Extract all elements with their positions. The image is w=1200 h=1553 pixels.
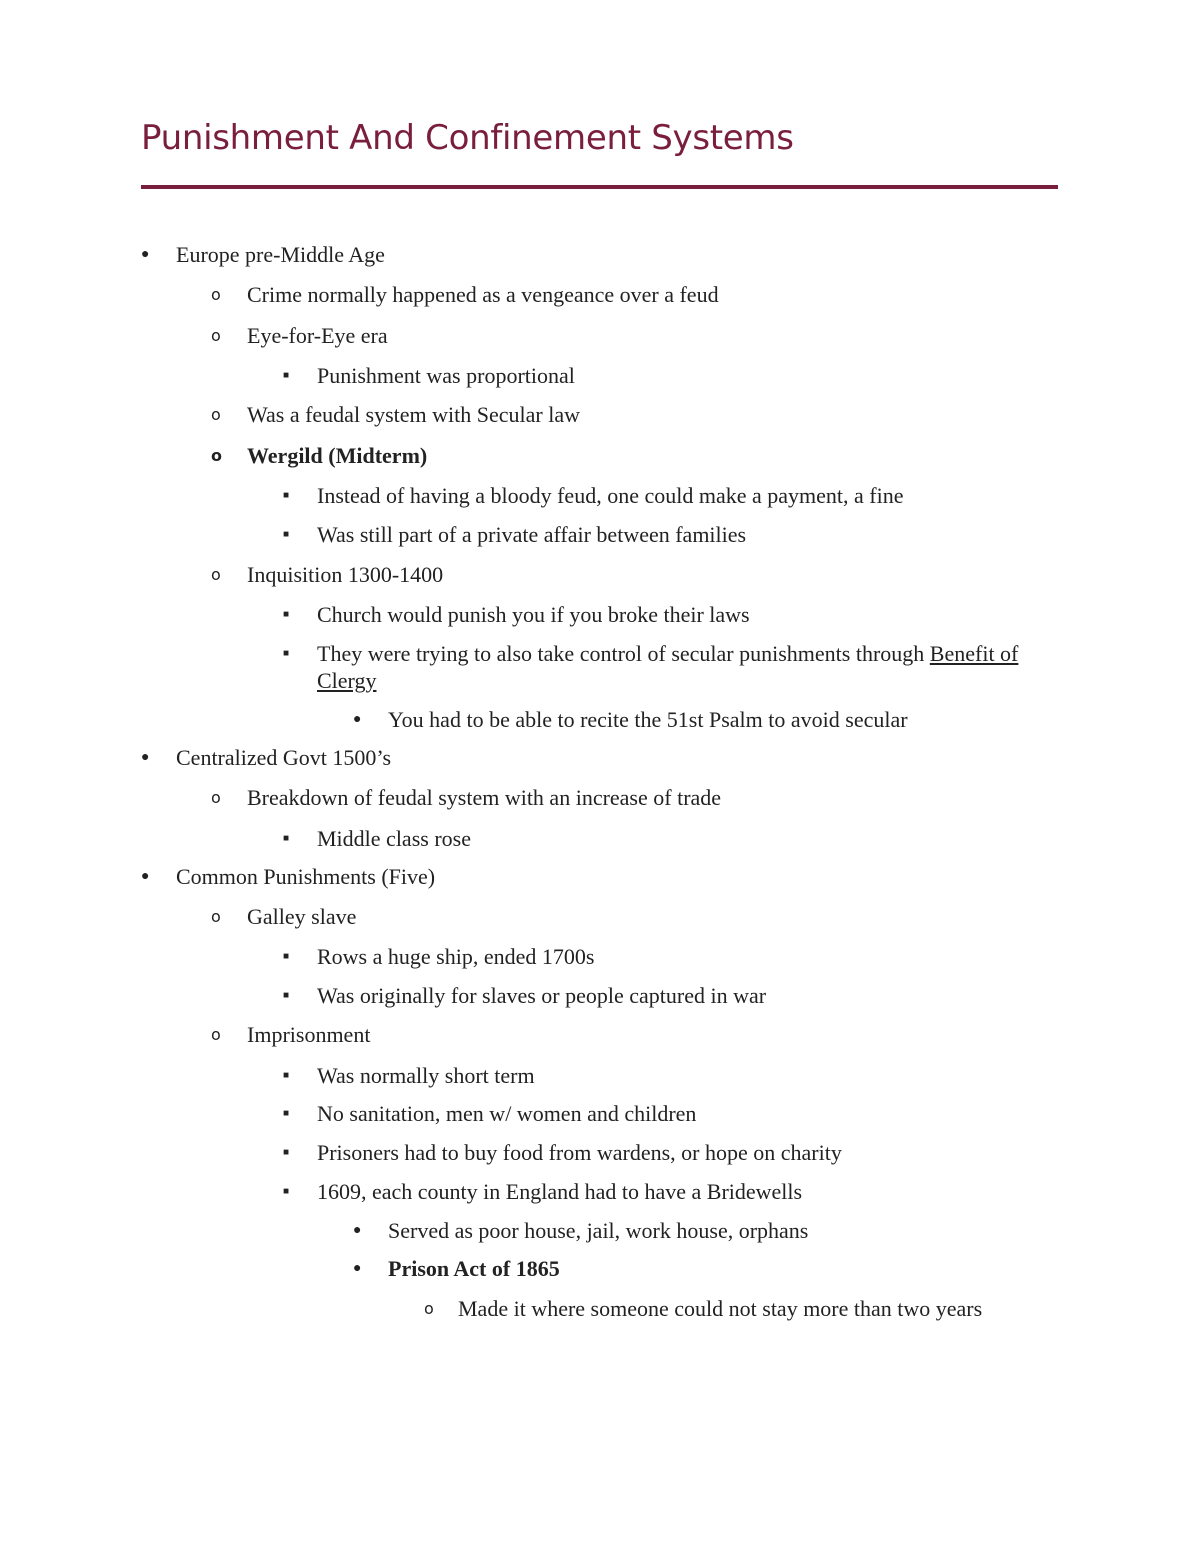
list-item: No sanitation, men w/ women and children xyxy=(317,1101,697,1126)
circle-bullet: o xyxy=(211,446,222,465)
list-item-text: They were trying to also take control of secular punishments through xyxy=(317,641,930,666)
square-bullet: ■ xyxy=(283,490,290,501)
benefit-of-clergy-term: Benefit of Clergy xyxy=(317,641,1019,693)
list-item: Rows a huge ship, ended 1700s xyxy=(317,944,595,969)
list-item: Breakdown of feudal system with an increase of trade xyxy=(247,785,722,810)
list-item: Imprisonment xyxy=(247,1022,371,1047)
square-bullet: ■ xyxy=(283,529,290,540)
circle-bullet: o xyxy=(211,326,221,345)
disc-bullet: ● xyxy=(141,247,150,262)
document-title: Punishment And Confinement Systems xyxy=(141,118,794,158)
list-item-heading: Wergild (Midterm) xyxy=(247,443,428,468)
list-item: Europe pre-Middle Age xyxy=(176,242,385,267)
square-bullet: ■ xyxy=(283,1147,290,1158)
list-item: Eye-for-Eye era xyxy=(247,323,388,348)
list-item xyxy=(317,640,1057,694)
square-bullet: ■ xyxy=(283,1070,290,1081)
disc-bullet: ● xyxy=(141,750,150,765)
square-bullet: ■ xyxy=(283,609,290,620)
disc-bullet: ● xyxy=(353,1261,362,1276)
circle-bullet: o xyxy=(211,1025,221,1044)
square-bullet: ■ xyxy=(283,648,290,659)
list-item: Crime normally happened as a vengeance over a feud xyxy=(247,282,719,307)
list-item: Was still part of a private affair between families xyxy=(317,522,747,547)
square-bullet: ■ xyxy=(283,951,290,962)
list-item: Was originally for slaves or people captured in war xyxy=(317,983,767,1008)
square-bullet: ■ xyxy=(283,1108,290,1119)
list-item: Church would punish you if you broke their laws xyxy=(317,602,750,627)
list-item: Was normally short term xyxy=(317,1063,535,1088)
list-item: Galley slave xyxy=(247,904,357,929)
disc-bullet: ● xyxy=(353,712,362,727)
list-item: 1609, each county in England had to have a Bridewells xyxy=(317,1179,803,1204)
square-bullet: ■ xyxy=(283,990,290,1001)
list-item: Was a feudal system with Secular law xyxy=(247,402,581,427)
list-item: Instead of having a bloody feud, one could make a payment, a fine xyxy=(317,483,904,508)
list-item-heading: Prison Act of 1865 xyxy=(388,1256,560,1281)
list-item: Prisoners had to buy food from wardens, or hope on charity xyxy=(317,1140,842,1165)
circle-bullet: o xyxy=(211,565,221,584)
list-item: Made it where someone could not stay more than two years xyxy=(458,1296,983,1321)
circle-bullet: o xyxy=(211,788,221,807)
title-underline-divider xyxy=(141,185,1058,189)
list-item: Middle class rose xyxy=(317,826,471,851)
list-item: Common Punishments (Five) xyxy=(176,864,436,889)
circle-bullet: o xyxy=(211,405,221,424)
disc-bullet: ● xyxy=(141,869,150,884)
square-bullet: ■ xyxy=(283,370,290,381)
square-bullet: ■ xyxy=(283,1186,290,1197)
list-item: Inquisition 1300-1400 xyxy=(247,562,444,587)
list-item: Served as poor house, jail, work house, orphans xyxy=(388,1218,809,1243)
circle-bullet: o xyxy=(211,907,221,926)
circle-bullet: o xyxy=(211,285,221,304)
list-item: Punishment was proportional xyxy=(317,363,575,388)
circle-bullet: o xyxy=(424,1299,434,1318)
square-bullet: ■ xyxy=(283,833,290,844)
list-item: You had to be able to recite the 51st Psalm to avoid secular xyxy=(388,707,908,732)
list-item: Centralized Govt 1500’s xyxy=(176,745,392,770)
disc-bullet: ● xyxy=(353,1223,362,1238)
